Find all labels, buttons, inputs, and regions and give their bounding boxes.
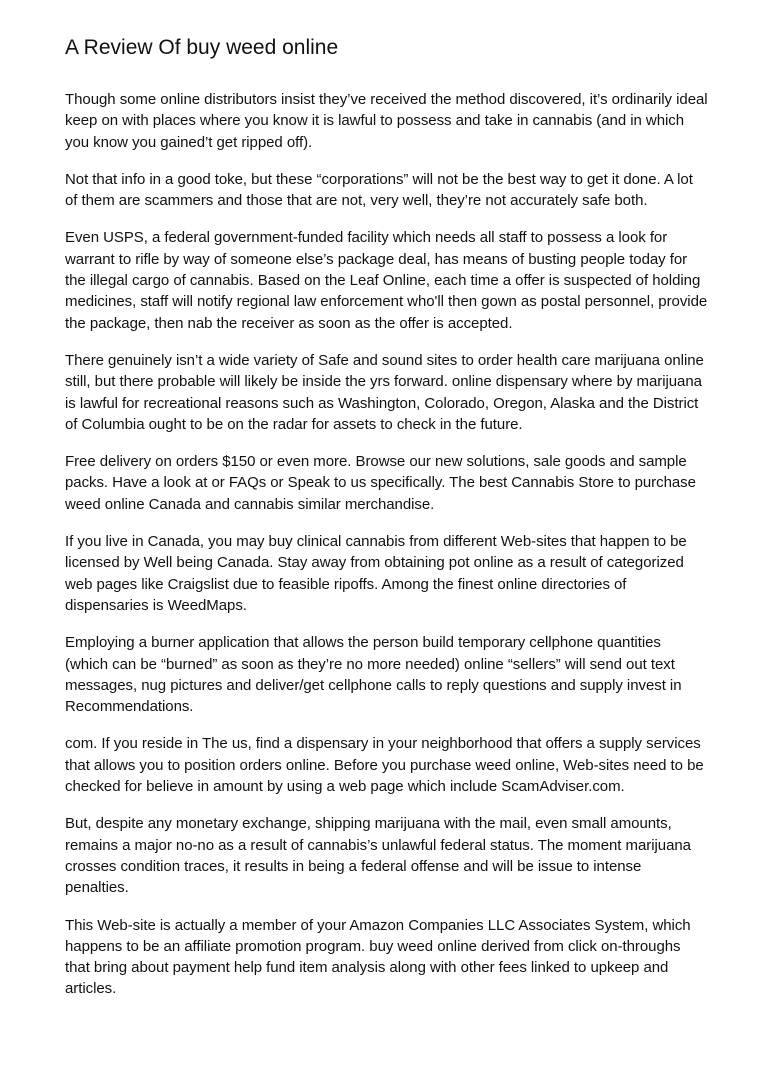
paragraph: This Web-site is actually a member of your Amazon Companies LLC Associates System, which happens to be an affiliate promotion program. buy weed online derived from click on-throughs that bring about payment help fund item analysis along with other fees linked to upkeep and articles. bbox=[65, 916, 691, 998]
document-body bbox=[65, 89, 708, 1000]
paragraph: Free delivery on orders $150 or even more. Browse our new solutions, sale goods and sample packs. Have a look at or FAQs or Speak to us specifically. The best Cannabis Store to purchase weed online Canada and cannabis similar merchandise. bbox=[65, 453, 696, 513]
paragraph: com. If you reside in The us, find a dispensary in your neighborhood that offers a supply services that allows you to position orders online. Before you purchase weed online, Web-sites need to be checked for believe in amount by using a web page which include ScamAdviser.com. bbox=[65, 735, 704, 796]
document-title: A Review Of buy weed online bbox=[65, 36, 339, 59]
paragraph: Employing a burner application that allows the person build temporary cellphone quantities (which can be “burned” as soon as they’re no more needed) online “sellers” will send out text messages, nug pictures and deliver/get cellphone calls to reply questions and supply invest in Recommendations. bbox=[65, 634, 682, 716]
paragraph: Even USPS, a federal government-funded facility which needs all staff to possess a look for warrant to rifle by way of someone else’s package deal, has means of busting people today for the illegal cargo of cannabis. Based on the Leaf Online, each time a offer is suspected of holding medicines, staff will notify regional law enforcement who'll then gown as postal personnel, provide the package, then nab the receiver as soon as the offer is accepted. bbox=[65, 229, 708, 332]
paragraph: There genuinely isn’t a wide variety of Safe and sound sites to order health care marijuana online still, but there probable will likely be inside the yrs forward. online dispensary where by marijuana is lawful for recreational reasons such as Washington, Colorado, Oregon, Alaska and the District of Columbia ought to be on the radar for assets to check in the future. bbox=[65, 351, 704, 433]
paragraph: Not that info in a good toke, but these “corporations” will not be the best way to get it done. A lot of them are scammers and those that are not, very well, they’re not accurately safe both. bbox=[65, 170, 693, 210]
paragraph: If you live in Canada, you may buy clinical cannabis from different Web-sites that happen to be licensed by Well being Canada. Stay away from obtaining pot online as a result of categorized web pages like Craigslist due to feasible ripoffs. Among the finest online directories of dispensaries is WeedMaps. bbox=[65, 533, 687, 614]
paragraph: Though some online distributors insist they’ve received the method discovered, it’s ordinarily ideal keep on with places where you know it is lawful to possess and take in cannabis (and in which you know you gained’t get ripped off). bbox=[65, 91, 708, 151]
paragraph: But, despite any monetary exchange, shipping marijuana with the mail, even small amounts, remains a major no-no as a result of cannabis’s unlawful federal status. The moment marijuana crosses condition traces, it results in being a federal offense and will be issue to intense penalties. bbox=[65, 815, 691, 897]
